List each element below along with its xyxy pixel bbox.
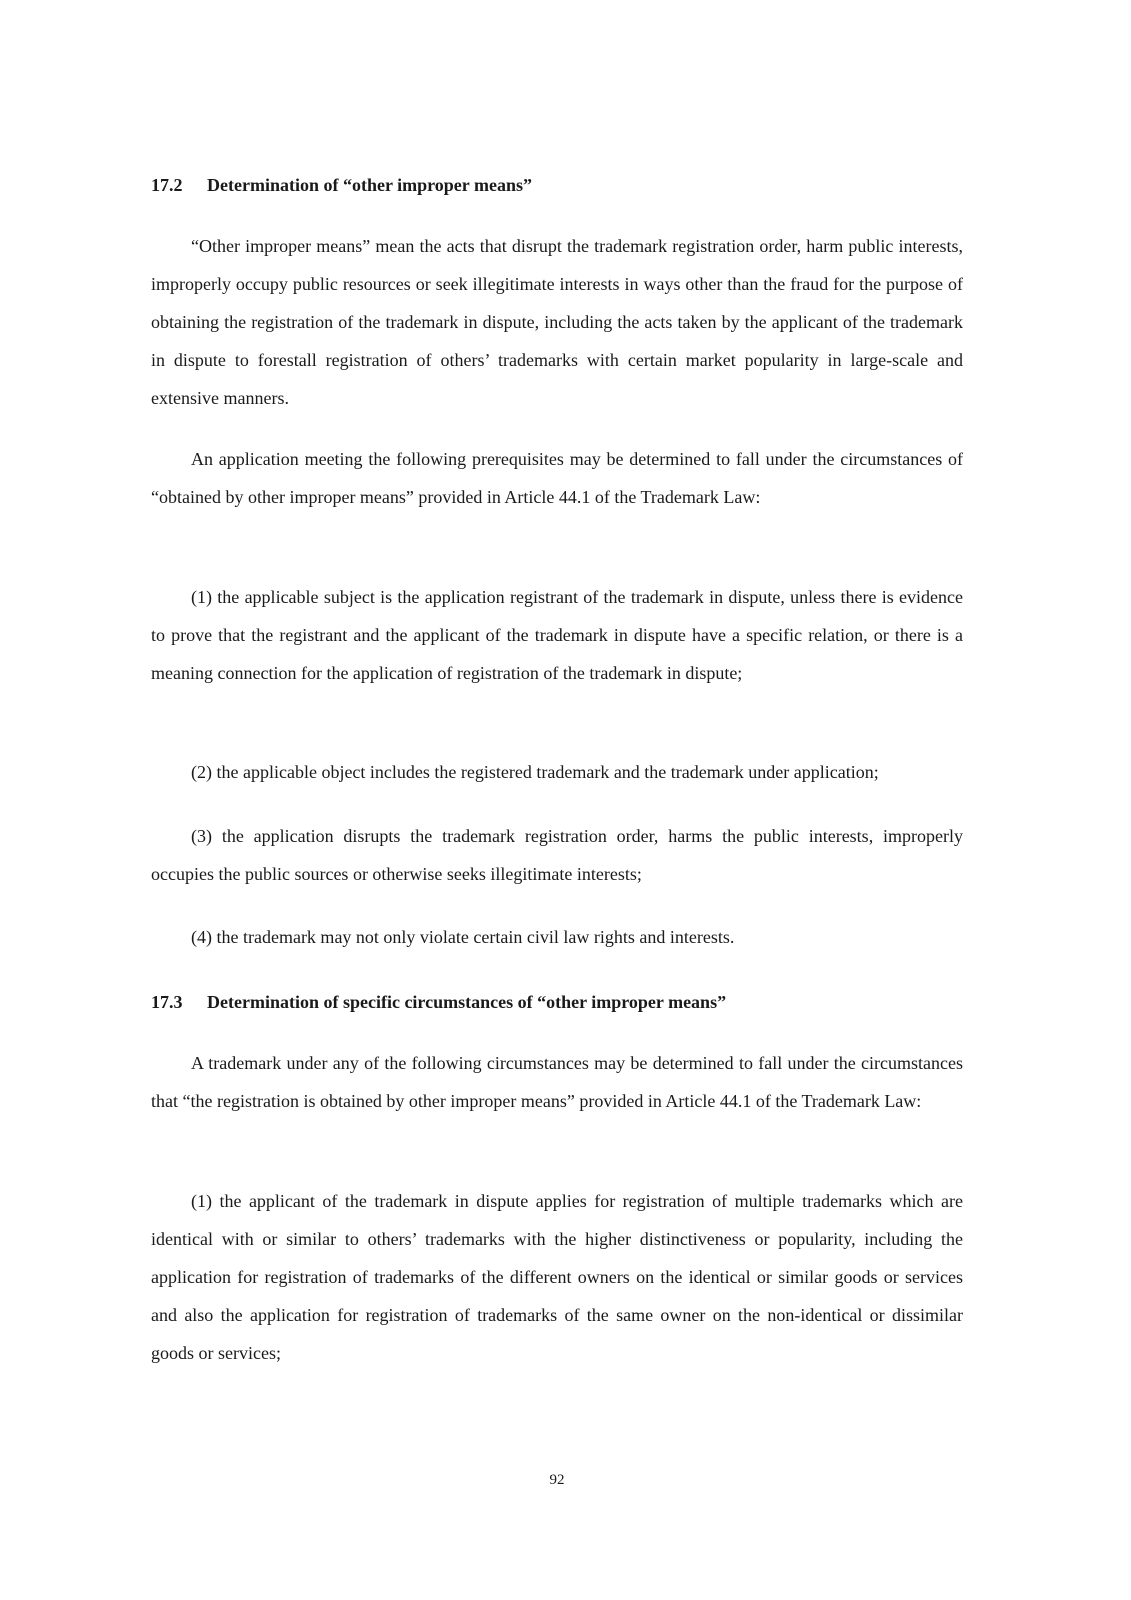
paragraph: An application meeting the following prerequisites may be determined to fall under the circumstances of “obtained by other improper means” provided in Article 44.1 of the Trademark Law:: [151, 449, 963, 507]
document-page: [151, 0, 963, 1600]
section-title: Determination of specific circumstances of “other improper means”: [207, 992, 727, 1012]
paragraph: (1) the applicant of the trademark in dispute applies for registration of multiple trademarks which are identical with or similar to others’ trademarks with the higher distinctiveness or popularity, including the application for registration of trademarks of the different owners on the identical or similar goods or services and also the application for registration of trademarks of the same owner on the non-identical or dissimilar goods or services;: [151, 1191, 963, 1363]
section-number: 17.2: [151, 175, 183, 195]
paragraph: A trademark under any of the following circumstances may be determined to fall under the circumstances that “the registration is obtained by other improper means” provided in Article 44.1 of the Trademark Law:: [151, 1053, 963, 1111]
page-number: 92: [549, 1472, 565, 1488]
paragraph: (1) the applicable subject is the application registrant of the trademark in dispute, unless there is evidence to prove that the registrant and the applicant of the trademark in dispute have a specific relation, or there is a meaning connection for the application of registration of the trademark in dispute;: [151, 587, 963, 683]
paragraph: (3) the application disrupts the trademark registration order, harms the public interests, improperly occupies the public sources or otherwise seeks illegitimate interests;: [151, 826, 963, 884]
section-title: Determination of “other improper means”: [207, 175, 532, 195]
section-number: 17.3: [151, 992, 183, 1012]
section-heading-17-3: [151, 990, 963, 1014]
paragraph: (2) the applicable object includes the registered trademark and the trademark under application;: [191, 762, 879, 782]
paragraph: (4) the trademark may not only violate certain civil law rights and interests.: [191, 927, 735, 947]
paragraph: “Other improper means” mean the acts that disrupt the trademark registration order, harm public interests, improperly occupy public resources or seek illegitimate interests in ways other than the fraud for the purpose of obtaining the registration of the trademark in dispute, including the acts taken by the applicant of the trademark in dispute to forestall registration of others’ trademarks with certain market popularity in large-scale and extensive manners.: [151, 236, 963, 408]
section-heading-17-2: [151, 173, 963, 197]
